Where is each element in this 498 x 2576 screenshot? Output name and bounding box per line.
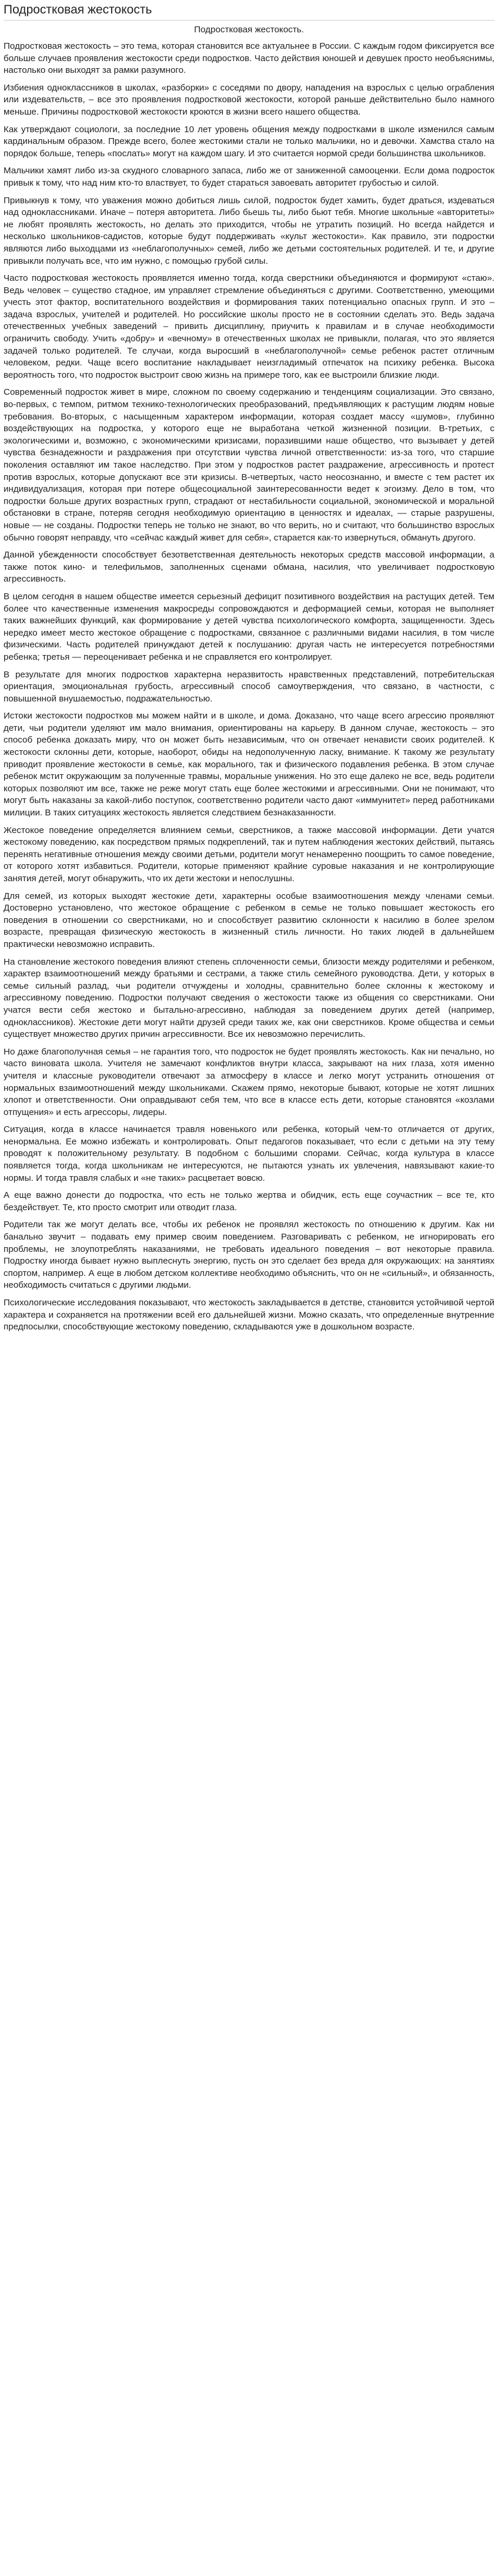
paragraph-7: Современный подросток живет в мире, сложном по своему содержанию и тенденциям социализации. Это связано, во-первых, с темпом, ритмом технико-технологических преобразований, предъявляющих к растущим людям новые требования. Во-вторых, с насыщенным характером информации, которая создает массу «шумов», глубинно воздействующих на подростка, у которого еще не выработана четкой жизненной позиции. В-третьих, с экологическими и, возможно, с экономическими кризисами, поразившими наше общество, что вызывает у детей чувства безнадежности и раздражения при отсутствии чувства личной ответственности: из-за того, что старшие поколения оставляют им такое наследство. При этом у подростков растет раздражение, агрессивность и протест против взрослых, которые допускают все эти кризисы. В-четвертых, часто неосознанно, и вместе с тем растет их индивидуализация, которая при потере общесоциальной заинтересованности ведет к эгоизму. Дело в том, что подростки больше других возрастных групп, страдают от нестабильности социальной, экономической и моральной обстановки в стране, потеряв сегодня необходимую ориентацию в ценностях и идеалах, — старые разрушены, новые — не созданы. Подростки теперь не только не знают, во что верить, но и считают, что большинство взрослых обычно говорят неправду, что «сейчас каждый живет для себя», старается как-то извернуться, обмануть другого. [4,387,494,543]
paragraph-1: Подростковая жестокость – это тема, которая становится все актуальнее в России. С каждым годом фиксируется все больше случаев проявления жестокости среди подростков. Часто действия юношей и девушек просто необъяснимы, настолько они выходят за рамки разумного. [4,41,494,76]
page-title: Подростковая жестокость [4,3,152,16]
paragraph-11: Истоки жестокости подростков мы можем найти и в школе, и дома. Доказано, что чаще всего агрессию проявляют дети, чьи родители уделяют им мало внимания, ориентированы на карьеру. В данном случае, жестокость – это способ ребенка доказать миру, что он может быть независимым, что он отвечает ненависти своих родителей. К жестокости склонны дети, которые, наоборот, обиды на недополученную ласку, внимание. К такому же результату приводит проявление жестокости в семье, как морального, так и физического подавления ребенка. В этом случае ребенок мстит окружающим за полученные травмы, моральные унижения. Но это еще далеко не все, ведь родители которых позволяют им все, также не реже могут стать еще более жестокими и агрессивными. Они не понимают, что могут быть наказаны за какой-либо поступок, соответственно родители часто дают «иммунитет» перед работниками милиции. В таких ситуациях жестокость является следствием безнаказанности. [4,711,494,818]
paragraph-15: Но даже благополучная семья – не гарантия того, что подросток не будет проявлять жестокость. Как ни печально, но часто виновата школа. Учителя не замечают конфликтов внутри класса, закрывают на них глаза, хотя именно учителя и классные руководители отвечают за атмосферу в классе и легко могут устранить отношения от нормальных взаимоотношений между школьниками. Скажем прямо, некоторые бывают, которые не хотят лишних хлопот и ответственности. Они оправдывают себя тем, что все в классе есть дети, которые становятся «козлами отпущения» и есть агрессоры, лидеры. [4,1046,494,1117]
paragraph-14: На становление жестокого поведения влияют степень сплоченности семьи, близости между родителями и ребенком, характер взаимоотношений между братьями и сестрами, а также стиль семейного руководства. Дети, у которых в семье сильный разлад, чьи родители отчуждены и холодны, сравнительно более склонны к жестокому и агрессивному поведению. Подростки получают сведения о жестокости также из общения со сверстниками. Они учатся вести себя жестоко и бытально-агрессивно, наблюдая за поведением других детей (например, одноклассников). Жестокие дети могут найти друзей среди таких же, как они сверстников. Кроме общества и семьи существует множество других причин агрессивности. Все их невозможно перечислить. [4,956,494,1040]
paragraph-17: А еще важно донести до подростка, что есть не только жертва и обидчик, есть еще соучастник – все те, кто бездействует. Те, кто просто смотрит или отводит глаза. [4,1190,494,1213]
paragraph-16: Ситуация, когда в классе начинается травля новенького или ребенка, который чем-то отличается от других, ненормальна. Ее можно избежать и контролировать. Опыт педагогов показывает, что если с детьми на эту тему проводят к положительному результату. В подобном с большими спорами. Сейчас, когда культура в классе появляется тогда, когда школьникам не интересуются, не пытаются узнать их увлечения, навязывают какие-то нормы. И тогда травля слабых и «не таких» расцветает вовсю. [4,1124,494,1183]
article-subtitle: Подростковая жестокость. [194,25,304,35]
title-divider [4,20,494,21]
paragraph-4: Мальчики хамят либо из-за скудного словарного запаса, либо же от заниженной самооценки. Если дома подросток привык к тому, что над ним кто-то властвует, то будет стараться завоевать авторитет грубостью и силой. [4,166,494,188]
paragraph-3: Как утверждают социологи, за последние 10 лет уровень общения между подростками в школе изменился самым кардинальным образом. Прежде всего, более жестокими стали не только мальчики, но и девочки. Хамства стало на порядок больше, теперь «послать» могут на каждом шагу. И это считается нормой среди большинства школьников. [4,124,494,159]
paragraph-8: Данной убежденности способствует безответственная деятельность некоторых средств массовой информации, а также поток кино- и телефильмов, заполненных сценами обмана, насилия, что увеличивает подростковую агрессивность. [4,550,494,585]
paragraph-2: Избиения одноклассников в школах, «разборки» с соседями по двору, нападения на взрослых с целью ограбления или издевательств, – все это проявления подростковой жестокости, которой раньше действительно было намного меньше. Причины подростковой жестокости кроются в жизни всего нашего общества. [4,82,494,117]
paragraph-19: Психологические исследования показывают, что жестокость закладывается в детстве, становится устойчивой чертой характера и сохраняется на протяжении всей его дальнейшей жизни. Можно сказать, что определенные внутренние предпосылки, способствующие жестокому поведению, складываются уже в дошкольном возрасте. [4,1298,494,1332]
paragraph-10: В результате для многих подростков характерна неразвитость нравственных представлений, потребительская ориентация, эмоциональная грубость, агрессивный способ самоутверждения, что связано, в частности, с повышенной внушаемостью, подражательностью. [4,669,494,704]
paragraph-9: В целом сегодня в нашем обществе имеется серьезный дефицит позитивного воздействия на растущих детей. Тем более что качественные изменения макросреды сопровождаются и деформацией семьи, которая не выполняет таких важнейших функций, как формирование у детей чувства психологического комфорта, защищенности. Здесь нередко имеет место жестокое обращение с подростками, связанное с различными видами насилия, в том числе физическими. Часть родителей принуждают детей к послушанию: другая часть не интересуется потребностями ребенка; третья — переоценивает ребенка и не справляется его контролирует. [4,591,494,662]
paragraph-13: Для семей, из которых выходят жестокие дети, характерны особые взаимоотношения между членами семьи. Достоверно установлено, что жестокое обращение с ребенком в семье не только повышает жестокость его поведения в отношении со сверстниками, но и способствует развитию склонности к насилию в более зрелом возрасте, превращая физическую жестокость в жизненный стиль личности. Но таких людей в дальнейшем практически невозможно исправить. [4,891,494,949]
paragraph-5: Привыкнув к тому, что уважения можно добиться лишь силой, подросток будет хамить, будет драться, издеваться над одноклассниками. Иначе – потеря авторитета. Либо бьешь ты, либо бьют тебя. Многие школьные «авторитеты» не любят проявлять жестокость, но делать это приходится, чтобы не утратить позиций. Но всегда найдется и несколько школьников-садистов, которые будут поддерживать «культ жестокости». Как правило, эти подростки являются либо выходцами из «неблагополучных» семей, либо же детьми состоятельных родителей. И те, и другие привыкли получать все, что им нужно, с помощью грубой силы. [4,195,494,266]
paragraph-6: Часто подростковая жестокость проявляется именно тогда, когда сверстники объединяются и формируют «стаю». Ведь человек – существо стадное, им управляет стремление объединяться с другими. Соответственно, умеющими учесть этот фактор, воспитательного воздействия и формирования таких потенциально опасных групп. И это – задача взрослых, учителей и родителей. Но российские школы просто не в состоянии сделать это. Ведь задача отечественных учебных заведений – привить дисциплину, приучить к правилам и в случае необходимости ограничить свободу. Учить «добру» и «вечному» в отечественных школах не привыкли, полагая, что это является задачей только родителей. Те случаи, когда выросший в «неблагополучной» семье ребенок растет отличным человеком, редки. Чаще всего воспитание накладывает неизгладимый отпечаток на психику ребенка. Высока вероятность того, что подросток выстроит свою жизнь на примере того, как ее выстроили близкие люди. [4,273,494,380]
paragraph-18: Родители так же могут делать все, чтобы их ребенок не проявлял жестокость по отношению к другим. Как ни банально звучит – подавать ему пример своим поведением. Разговаривать с ребенком, не игнорировать его проблемы, не злоупотреблять наказаниями, не требовать идеального поведения – вот некоторые правила. Подростку иногда бывает нужно выплеснуть энергию, пусть он это сделает без вреда для окружающих: на занятиях спортом, например. А еще в любом детском коллективе необходимо объяснить, что он не «сильный», и обязанность, необходимость считаться с другими людьми. [4,1220,494,1291]
article-body [4,41,494,1334]
paragraph-12: Жестокое поведение определяется влиянием семьи, сверстников, а также массовой информации. Дети учатся жестокому поведению, как посредством прямых подкреплений, так и путем наблюдения жестоких действий, пытаясь перенять негативные отношения между своими детьми, родители могут ненамеренно поощрить то самое поведение, от которого хотят избавиться. Родители, которые применяют крайние суровые наказания и не контролирующие занятия детей, могут обнаружить, что их дети жестоки и непослушны. [4,825,494,884]
